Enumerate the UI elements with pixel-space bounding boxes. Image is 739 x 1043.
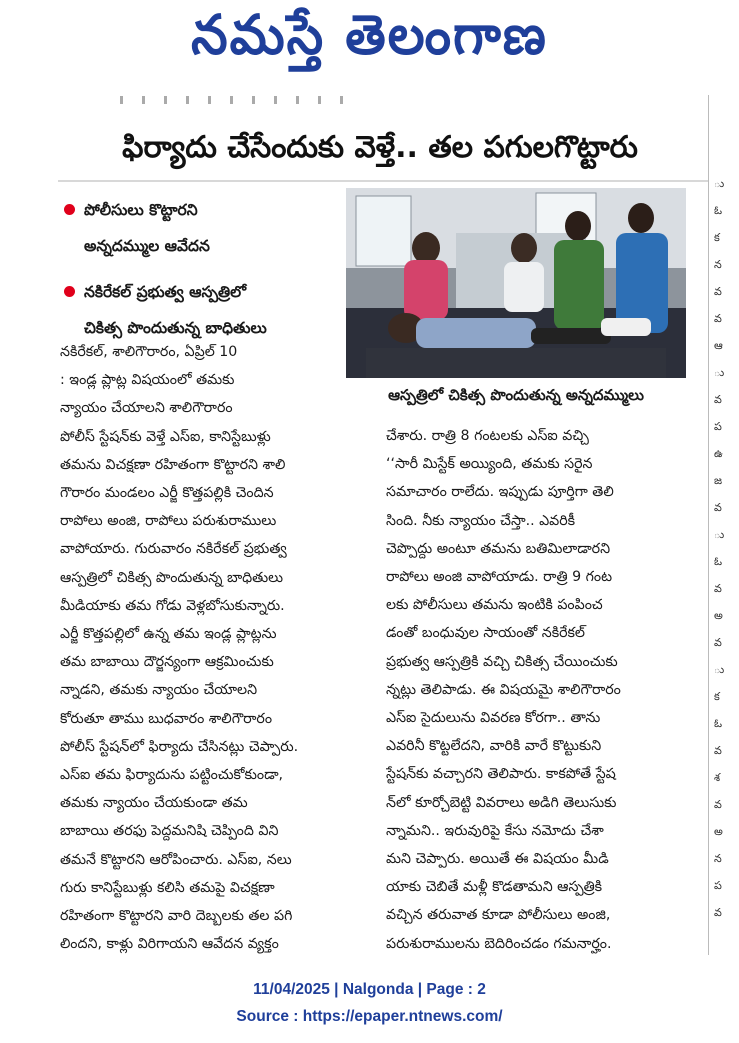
fragment-glyph: ఓ — [714, 204, 723, 217]
bullet-line: చికిత్స పొందుతున్న బాధితులు — [84, 319, 267, 337]
fragment-glyph: వ — [714, 582, 722, 595]
fragment-glyph: వ — [714, 312, 722, 325]
text-line: : ఇండ్ల ప్లాట్ల విషయంలో తమకు — [60, 372, 235, 389]
text-line: ఎస్ఐ సైదులును వివరణ కోరగా.. తాను — [386, 710, 601, 727]
fragment-glyph: వ — [714, 501, 722, 514]
fragment-glyph: అ — [714, 825, 723, 838]
fragment-glyph: శ — [714, 771, 721, 784]
text-line: లిందని, కాళ్లు విరిగాయని ఆవేదన వ్యక్తం — [60, 936, 279, 953]
masthead — [0, 0, 739, 80]
fragment-glyph: క — [714, 690, 720, 703]
edition-info: 11/04/2025 | Nalgonda | Page : 2 — [253, 981, 486, 998]
newspaper-logo: నమస్తే తెలంగాణ — [191, 4, 548, 68]
fragment-glyph: ప — [714, 879, 722, 892]
text-line: న్యాయం చేయాలని శాలిగౌరారం — [60, 400, 233, 417]
text-line: న్నామని.. ఇరువురిపై కేసు నమోదు చేశా — [386, 822, 604, 839]
text-line: చేశారు. రాత్రి 8 గంటలకు ఎస్ఐ వచ్చి — [386, 428, 589, 444]
bullet-line: నకిరేకల్ ప్రభుత్వ ఆస్పత్రిలో — [84, 283, 247, 301]
page-footer — [0, 976, 739, 1030]
column-divider — [708, 95, 709, 955]
fragment-glyph: ు — [714, 177, 725, 190]
bullet-item — [62, 274, 342, 346]
fragment-glyph: అ — [714, 609, 723, 622]
fragment-glyph: ు — [714, 663, 725, 676]
fragment-glyph: ు — [714, 528, 725, 541]
text-line: కోరుతూ తాము బుధవారం శాలిగౌరారం — [60, 710, 273, 727]
text-line: న్నట్లు తెలిపాడు. ఈ విషయమై శాలిగౌరారం — [386, 681, 621, 698]
text-line: నకిరేకల్, శాలిగౌరారం, ఏప్రిల్ 10 — [60, 344, 238, 360]
photo-caption: ఆస్పత్రిలో చికిత్స పొందుతున్న అన్నదమ్ములు — [388, 386, 644, 404]
fragment-glyph: ప — [714, 420, 722, 433]
fragment-glyph: వ — [714, 285, 722, 298]
text-line: ప్రభుత్వ ఆస్పత్రికి వచ్చి చికిత్స చేయించుకు — [386, 653, 618, 670]
text-line: సింది. నీకు న్యాయం చేస్తా.. ఎవరికీ — [386, 512, 576, 529]
text-line: పోలీస్ స్టేషన్‌కు వెళ్తే ఎస్ఐ, కానిస్టేబుళ్లు — [60, 428, 271, 445]
text-line: ఆస్పత్రిలో చికిత్స పొందుతున్న బాధితులు — [60, 569, 284, 586]
headline: ఫిర్యాదు చేసేందుకు వెళ్తే.. తల పగులగొట్టారు — [122, 130, 638, 165]
bullet-list — [62, 192, 342, 346]
text-line: చెప్పొద్దు అంటూ తమను బతిమిలాడారని — [386, 540, 611, 557]
text-line: తమ బాబాయి దౌర్జన్యంగా ఆక్రమించుకు — [60, 654, 274, 671]
bullet-dot-icon — [64, 286, 75, 297]
fragment-glyph: ఓ — [714, 717, 723, 730]
text-line: న్‌లో కూర్చోబెట్టి వివరాలు అడిగి తెలుసుకు — [386, 794, 617, 811]
bullet-line: అన్నదమ్ముల ఆవేదన — [84, 237, 210, 255]
text-line: ఎస్ఐ తమ ఫిర్యాదును పట్టించుకోకుండా, — [60, 767, 284, 784]
text-line: తమను విచక్షణా రహితంగా కొట్టారని శాలి — [60, 456, 286, 473]
text-line: ఎర్జీ కొత్తపల్లిలో ఉన్న తమ ఇండ్ల ప్లాట్లను — [60, 626, 277, 643]
fragment-glyph: వ — [714, 744, 722, 757]
text-line: గౌరారం మండలం ఎర్జీ కొత్తపల్లికి చెందిన — [60, 485, 274, 502]
source-url: Source : https://epaper.ntnews.com/ — [236, 1008, 503, 1025]
text-line: మని చెప్పారు. అయితే ఈ విషయం మీడి — [386, 851, 609, 868]
fragment-glyph: న — [714, 258, 722, 271]
bullet-dot-icon — [64, 204, 75, 215]
text-line: రహితంగా కొట్టారని వారి దెబ్బలకు తల పగి — [60, 908, 293, 925]
text-line: పరుశురాములను బెదిరించడం గమనార్హం. — [386, 935, 612, 952]
text-line: తమకు న్యాయం చేయకుండా తమ — [60, 795, 248, 812]
fragment-glyph: ఓ — [714, 555, 723, 568]
text-line: పోలీస్ స్టేషన్‌లో ఫిర్యాదు చేసినట్లు చెప్పారు. — [60, 738, 299, 755]
fragment-glyph: ఆ — [714, 339, 723, 352]
fragment-glyph: వ — [714, 636, 722, 649]
bullet-item — [62, 192, 342, 264]
adjacent-column-fragments — [714, 170, 739, 970]
text-line: మీడియాకు తమ గోడు వెళ్లబోసుకున్నారు. — [60, 597, 285, 614]
text-line: వాపోయారు. గురువారం నకిరేకల్ ప్రభుత్వ — [60, 541, 287, 558]
article-column-2 — [386, 422, 694, 958]
fragment-glyph: వ — [714, 393, 722, 406]
fragment-glyph: జ — [714, 474, 723, 487]
text-line: ‘‘సారీ మిస్టేక్ అయ్యింది, తమకు సరైన — [386, 456, 593, 473]
text-line: న్నాడని, తమకు న్యాయం చేయాలని — [60, 682, 258, 699]
article-column-1 — [60, 338, 360, 958]
text-line: తమనే కొట్టారని ఆరోపించారు. ఎస్ఐ, నలు — [60, 851, 292, 868]
text-line: రాపోలు అంజి వాపోయాడు. రాత్రి 9 గంట — [386, 569, 613, 586]
text-line: గురు కానిస్టేబుళ్లు కలిసి తమపై విచక్షణా — [60, 879, 275, 896]
text-line: వచ్చిన తరువాత కూడా పోలీసులు అంజి, — [386, 907, 611, 924]
cut-text-line — [120, 96, 360, 104]
fragment-glyph: ఉ — [714, 447, 723, 460]
news-photo — [346, 188, 686, 378]
text-line: ఎవరినీ కొట్టలేదని, వారికి వారే కొట్టుకుని — [386, 738, 602, 755]
fragment-glyph: న — [714, 852, 722, 865]
text-line: రాపోలు అంజి, రాపోలు పరుశురాములు — [60, 513, 277, 530]
bullet-line: పోలీసులు కొట్టారని — [84, 201, 198, 219]
text-line: డంతో బంధువుల సాయంతో నకిరేకల్ — [386, 625, 585, 642]
fragment-glyph: వ — [714, 798, 722, 811]
text-line: స్టేషన్‌కు వచ్చారని తెలిపారు. కాకపోతే స్టేష — [386, 766, 616, 783]
hospital-photo-illustration — [346, 188, 686, 378]
text-line: సమాచారం రాలేదు. ఇప్పుడు పూర్తిగా తెలి — [386, 484, 614, 501]
text-line: బాబాయి తరఫు పెద్దమనిషి చెప్పింది విని — [60, 823, 279, 840]
text-line: లకు పోలీసులు తమను ఇంటికి పంపించ — [386, 597, 603, 614]
text-line: యాకు చెబితే మళ్లీ కొడతామని ఆస్పత్రికి — [386, 879, 603, 896]
fragment-glyph: ు — [714, 366, 725, 379]
fragment-glyph: వ — [714, 906, 722, 919]
headline-rule — [58, 180, 708, 182]
fragment-glyph: క — [714, 231, 720, 244]
